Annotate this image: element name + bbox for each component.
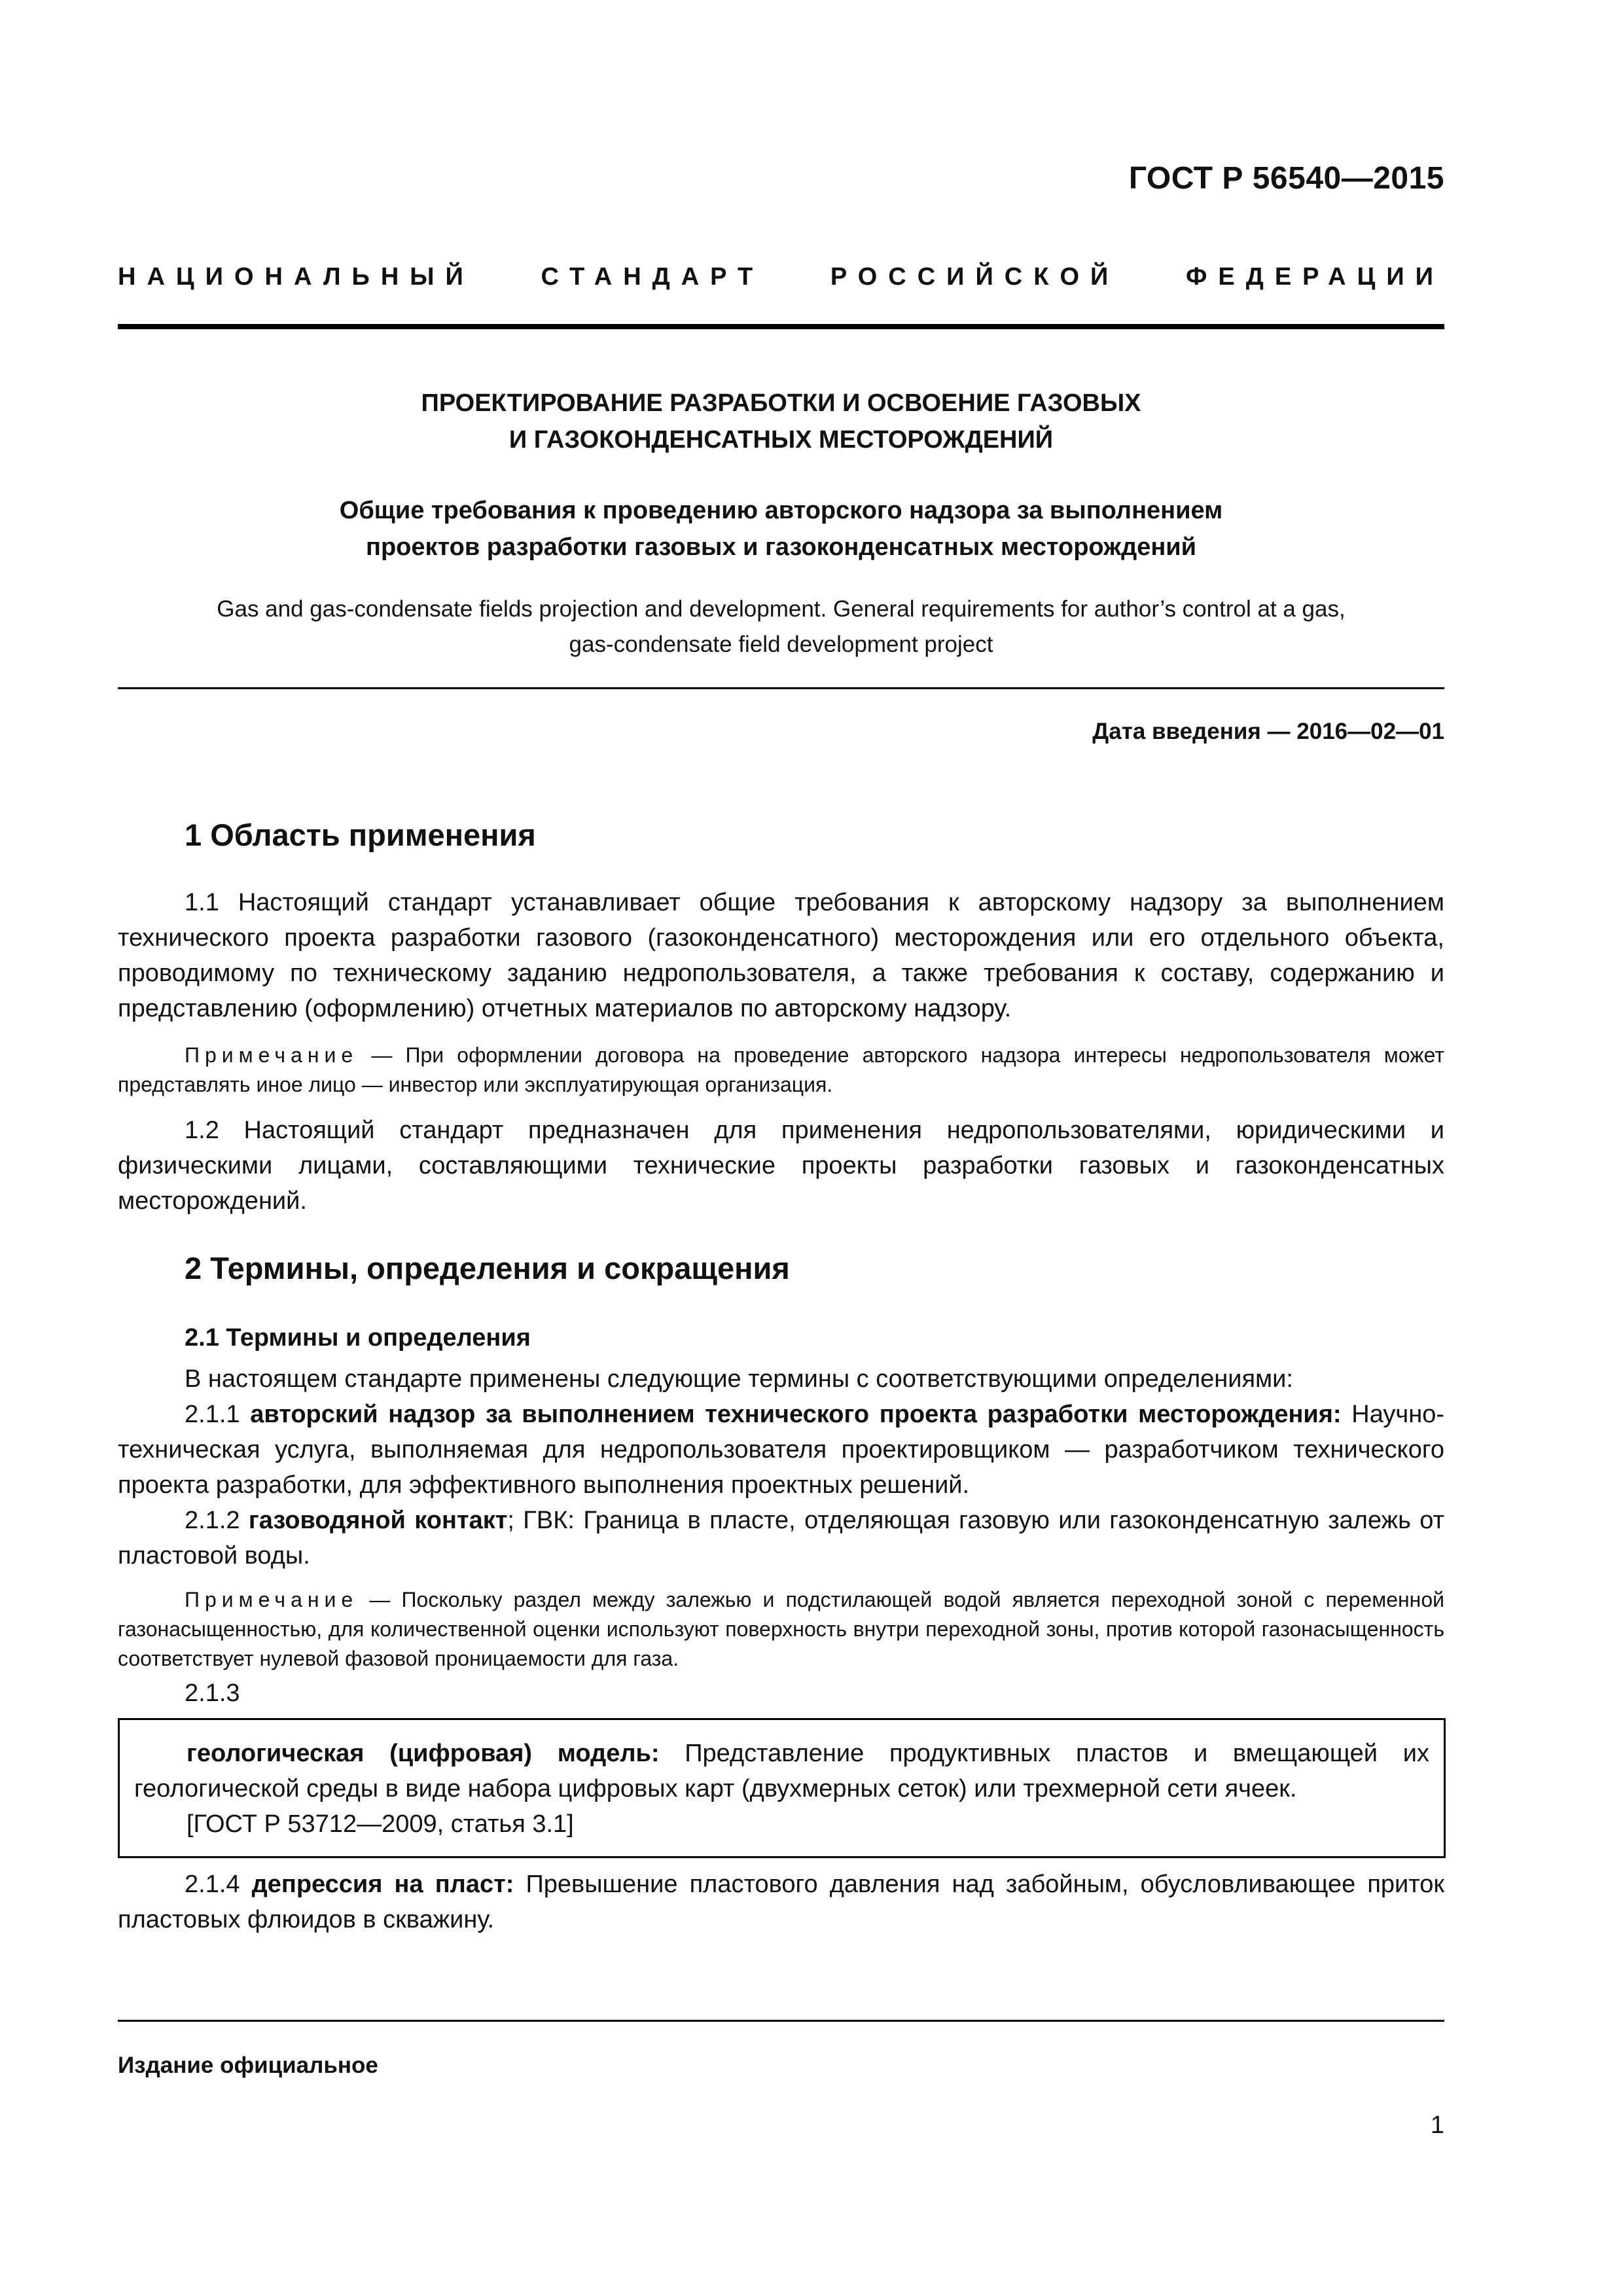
page-number: 1: [1430, 2111, 1444, 2139]
term-2-1-4: [118, 1867, 1444, 1937]
subtitle-line: Общие требования к проведению авторского надзора за выполнением: [339, 497, 1223, 524]
terms-intro: В настоящем стандарте применены следующие термины с соответствующими определениями:: [185, 1365, 1293, 1393]
quoted-term: [134, 1736, 1429, 1806]
title-line: И ГАЗОКОНДЕНСАТНЫХ МЕСТОРОЖДЕНИЙ: [508, 426, 1054, 454]
term-definition: Превышение пластового давления над забойным, обусловливающее приток пластовых флюидов в скважину.: [118, 1871, 1444, 1933]
section-1-heading: 1 Область применения: [185, 817, 536, 852]
document-id: ГОСТ Р 56540—2015: [1128, 161, 1444, 196]
paragraph-1-2: 1.2 Настоящий стандарт предназначен для применения недропользователями, юридическими и физическими лицами, составляющими технические проекты разработки газовых и газоконденсатных месторождений.: [118, 1117, 1444, 1215]
term-name: геологическая (цифровая) модель:: [187, 1740, 660, 1767]
header-divider: [118, 324, 1444, 329]
section-2-heading: 2 Термины, определения и сокращения: [185, 1251, 790, 1285]
note-1: [118, 1041, 1444, 1100]
footer-divider: [118, 2020, 1444, 2022]
introduction-date: Дата введения — 2016—02—01: [1092, 719, 1444, 744]
note-label: Примечание: [185, 1043, 359, 1067]
document-title: [118, 385, 1444, 458]
term-definition: Представление продуктивных пластов и вмещающей их геологической среды в виде набора цифровых карт (двухмерных сеток) или трехмерной сети ячеек.: [134, 1740, 1429, 1803]
english-title: [118, 592, 1444, 662]
note-text: — Поскольку раздел между залежью и подстилающей водой является переходной зоной с переменной газонасыщенностью, для количественной оценки используют поверхность внутри переходной зоны, против которой газонасыщенность соответствует нулевой фазовой проницаемости для газа.: [118, 1588, 1444, 1670]
banner-word: ФЕДЕРАЦИИ: [1185, 263, 1444, 291]
note-label: Примечание: [185, 1588, 359, 1611]
term-2-1-3-number: 2.1.3: [185, 1679, 240, 1707]
title-line: ПРОЕКТИРОВАНИЕ РАЗРАБОТКИ И ОСВОЕНИЕ ГАЗОВЫХ: [421, 389, 1141, 417]
subsection-2-1-heading: 2.1 Термины и определения: [185, 1324, 531, 1352]
banner-word: СТАНДАРТ: [541, 263, 764, 291]
title-divider: [118, 687, 1444, 689]
term-number: 2.1.1: [185, 1401, 251, 1428]
term-number: 2.1.2: [185, 1507, 249, 1534]
term-2-1-1: [118, 1397, 1444, 1503]
term-name: депрессия на пласт:: [251, 1871, 514, 1898]
english-title-line: Gas and gas-condensate fields projection and development. General requirements for author’s control at a gas,: [217, 596, 1346, 622]
subtitle-line: проектов разработки газовых и газоконденсатных месторождений: [366, 533, 1196, 561]
term-2-1-2: [118, 1503, 1444, 1573]
document-subtitle: [118, 492, 1444, 565]
term-definition: ; ГВК: Граница в пласте, отделяющая газовую или газоконденсатную залежь от пластовой воды.: [118, 1507, 1444, 1570]
paragraph-1-1: 1.1 Настоящий стандарт устанавливает общие требования к авторскому надзору за выполнением технического проекта разработки газового (газоконденсатного) месторождения или его отдельного объекта, проводимому по техническому заданию недропользователя, а также требования к составу, содержанию и представлению (оформлению) отчетных материалов по авторскому надзору.: [118, 889, 1444, 1022]
banner-word: НАЦИОНАЛЬНЫЙ: [118, 263, 474, 291]
term-reference: [ГОСТ Р 53712—2009, статья 3.1]: [187, 1810, 574, 1838]
term-definition: Научно-техническая услуга, выполняемая для недропользователя проектировщиком — разработчиком технического проекта разработки, для эффективного выполнения проектных решений.: [118, 1401, 1445, 1499]
national-standard-banner: [118, 263, 1444, 291]
quoted-term-box: [118, 1718, 1446, 1858]
term-name: авторский надзор за выполнением технического проекта разработки месторождения:: [250, 1401, 1342, 1428]
term-name: газоводяной контакт: [248, 1507, 508, 1534]
official-edition-label: Издание официальное: [118, 2053, 378, 2078]
banner-word: РОССИЙСКОЙ: [830, 263, 1120, 291]
note-text: — При оформлении договора на проведение авторского надзора интересы недропользователя может представлять иное лицо — инвестор или эксплуатирующая организация.: [118, 1043, 1444, 1096]
note-2: [118, 1585, 1444, 1674]
english-title-line: gas-condensate field development project: [569, 632, 993, 657]
term-number: 2.1.4: [185, 1871, 252, 1898]
